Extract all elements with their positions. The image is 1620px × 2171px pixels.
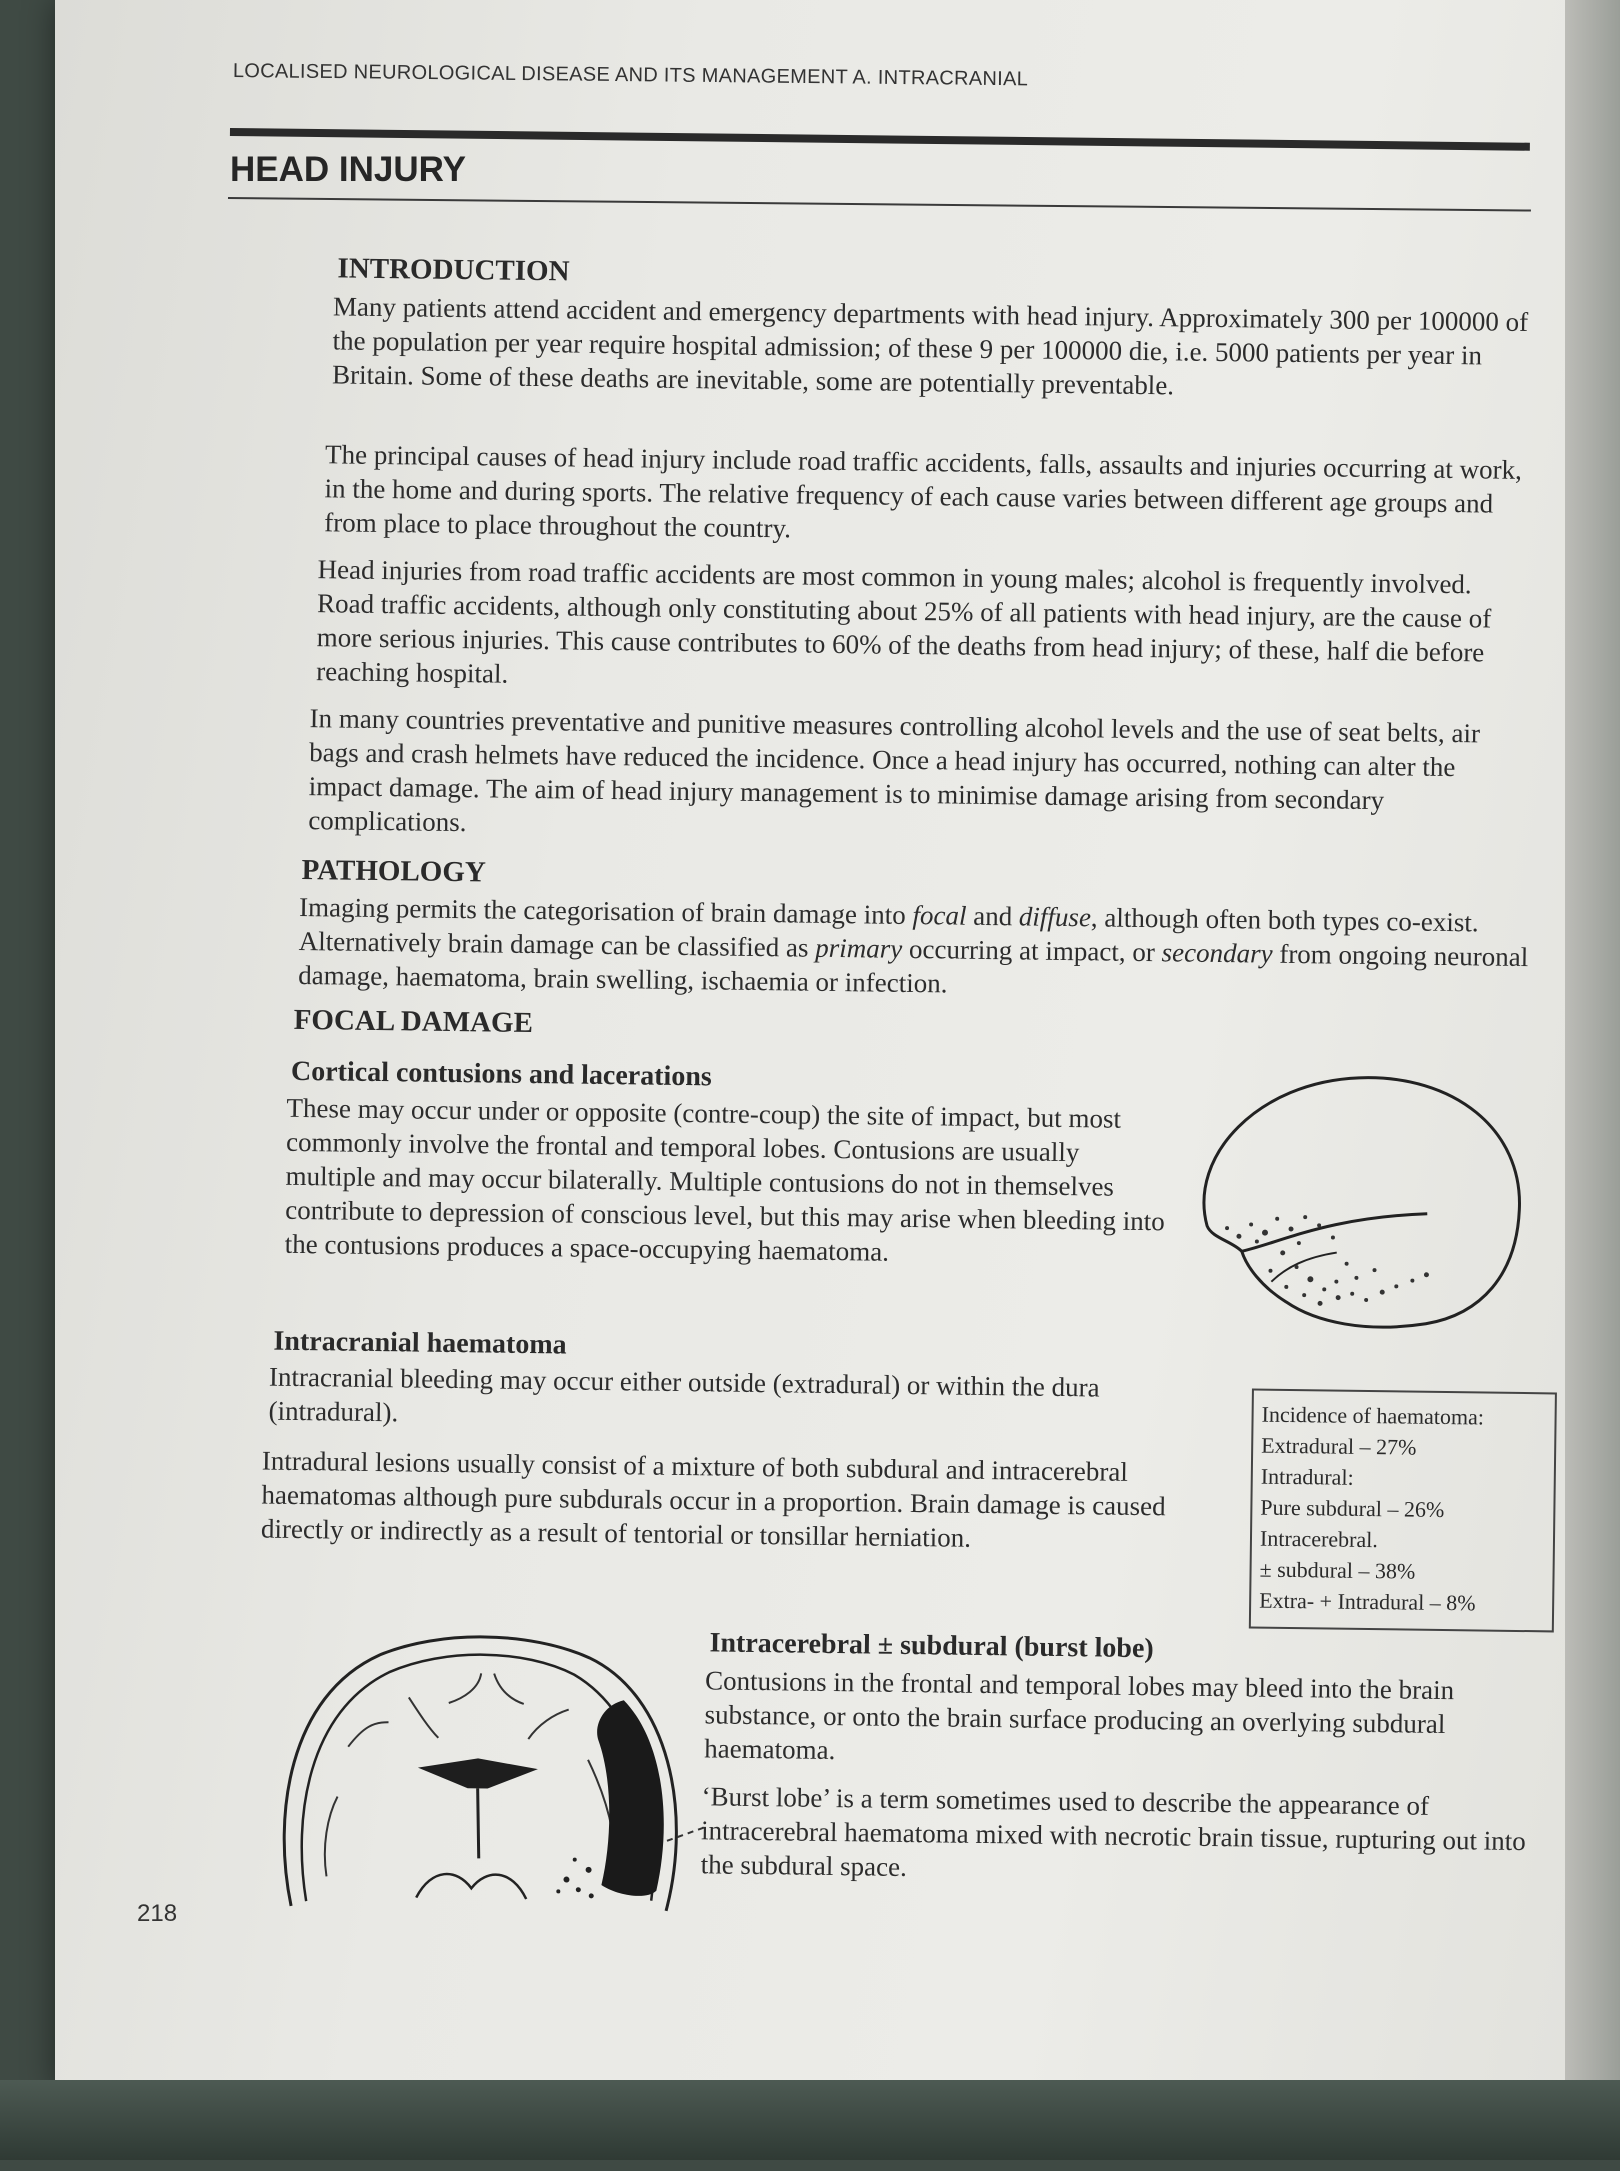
- brain-lateral-contusion-diagram: [1186, 1066, 1540, 1341]
- haematoma-paragraph-2: Intradural lesions usually consist of a mixture of both subdural and intracerebral haematomas although pure subdurals occur in a proportion. Brain damage is caused directly or indirectly as a result of tentorial or tonsillar herniation.: [260, 1445, 1166, 1553]
- incidence-extra-intradural: Extra- + Intradural – 8%: [1259, 1587, 1476, 1616]
- pathology-term-primary: primary: [815, 932, 903, 964]
- focal-damage-heading: FOCAL DAMAGE: [293, 1003, 534, 1040]
- pathology-text-3: , although often both types co-exist. Alternatively brain damage can be classified as: [298, 902, 1479, 963]
- introduction-heading: INTRODUCTION: [337, 252, 570, 288]
- incidence-title: Incidence of haematoma:: [1261, 1401, 1485, 1430]
- brain-coronal-burst-lobe-diagram: [266, 1626, 700, 1922]
- pathology-paragraph: [298, 890, 1539, 1008]
- pathology-term-diffuse: diffuse: [1018, 901, 1092, 933]
- incidence-intracerebral-label: Intracerebral.: [1259, 1525, 1379, 1553]
- pathology-term-secondary: secondary: [1161, 937, 1273, 969]
- burst-lobe-paragraph-2: ‘Burst lobe’ is a term sometimes used to describe the appearance of intracerebral haematoma mixed with necrotic brain tissue, rupturing out into the subdural space.: [700, 1781, 1527, 1882]
- haematoma-paragraph-1: Intracranial bleeding may occur either outside (extradural) or within the dura (intradural).: [268, 1361, 1100, 1428]
- contusions-heading: Cortical contusions and lacerations: [290, 1055, 712, 1093]
- pathology-text-2: and: [966, 900, 1020, 932]
- haematoma-heading: Intracranial haematoma: [273, 1325, 567, 1361]
- introduction-paragraph-3: Head injuries from road traffic accidents are most common in young males; alcohol is frequently involved. Road traffic accidents, although only constituting about 25% of all patients with head injury, are the cause of more serious injuries. This cause contributes to 60% of the deaths from head injury; of these, half die before reaching hospital.: [316, 554, 1492, 689]
- pathology-text-5: from ongoing neuronal damage, haematoma, brain swelling, ischaemia or infection.: [298, 938, 1529, 999]
- pathology-term-focal: focal: [912, 899, 967, 931]
- incidence-pure-subdural: Pure subdural – 26%: [1260, 1494, 1445, 1522]
- incidence-intracerebral-subdural: ± subdural – 38%: [1259, 1556, 1416, 1584]
- page-number: 218: [137, 1900, 178, 1927]
- section-title: HEAD INJURY: [230, 150, 466, 189]
- contusions-paragraph: These may occur under or opposite (contre-coup) the site of impact, but most commonly involve the frontal and temporal lobes. Contusions are usually multiple and may occur bilaterally. Multiple contusions do not in themselves contribute to depression of conscious level, but this may arise when bleeding into the contusions produces a space-occupying haematoma.: [284, 1092, 1165, 1267]
- burst-lobe-heading: Intracerebral ± subdural (burst lobe): [709, 1627, 1154, 1665]
- incidence-extradural: Extradural – 27%: [1261, 1432, 1417, 1460]
- introduction-paragraph-1: Many patients attend accident and emergency departments with head injury. Approximately 300 per 100000 of the population per year require hospital admission; of these 9 per 100000 die, i.e. 5000 patients per year in Britain. Some of these deaths are inevitable, some are potentially preventable.: [331, 291, 1529, 401]
- pathology-heading: PATHOLOGY: [301, 853, 487, 889]
- introduction-paragraph-2: The principal causes of head injury include road traffic accidents, falls, assaults and injuries occurring at work, in the home and during sports. The relative frequency of each cause varies between different age groups and from place to place throughout the country.: [324, 439, 1523, 544]
- introduction-paragraph-4: In many countries preventative and punitive measures controlling alcohol levels and the use of seat belts, air bags and crash helmets have reduced the incidence. Once a head injury has occurred, nothing can alter the impact damage. The aim of head injury management is to minimise damage arising from secondary complications.: [308, 703, 1481, 838]
- pathology-text-4: occurring at impact, or: [902, 933, 1162, 968]
- pathology-text-1: Imaging permits the categorisation of brain damage into: [298, 891, 913, 930]
- running-head: LOCALISED NEUROLOGICAL DISEASE AND ITS MANAGEMENT A. INTRACRANIAL: [232, 60, 1029, 91]
- incidence-intradural-label: Intradural:: [1260, 1463, 1354, 1490]
- burst-lobe-paragraph-1: Contusions in the frontal and temporal lobes may bleed into the brain substance, or onto the brain surface producing an overlying subdural haematoma.: [704, 1665, 1455, 1766]
- haematoma-incidence-box: [1249, 1388, 1557, 1632]
